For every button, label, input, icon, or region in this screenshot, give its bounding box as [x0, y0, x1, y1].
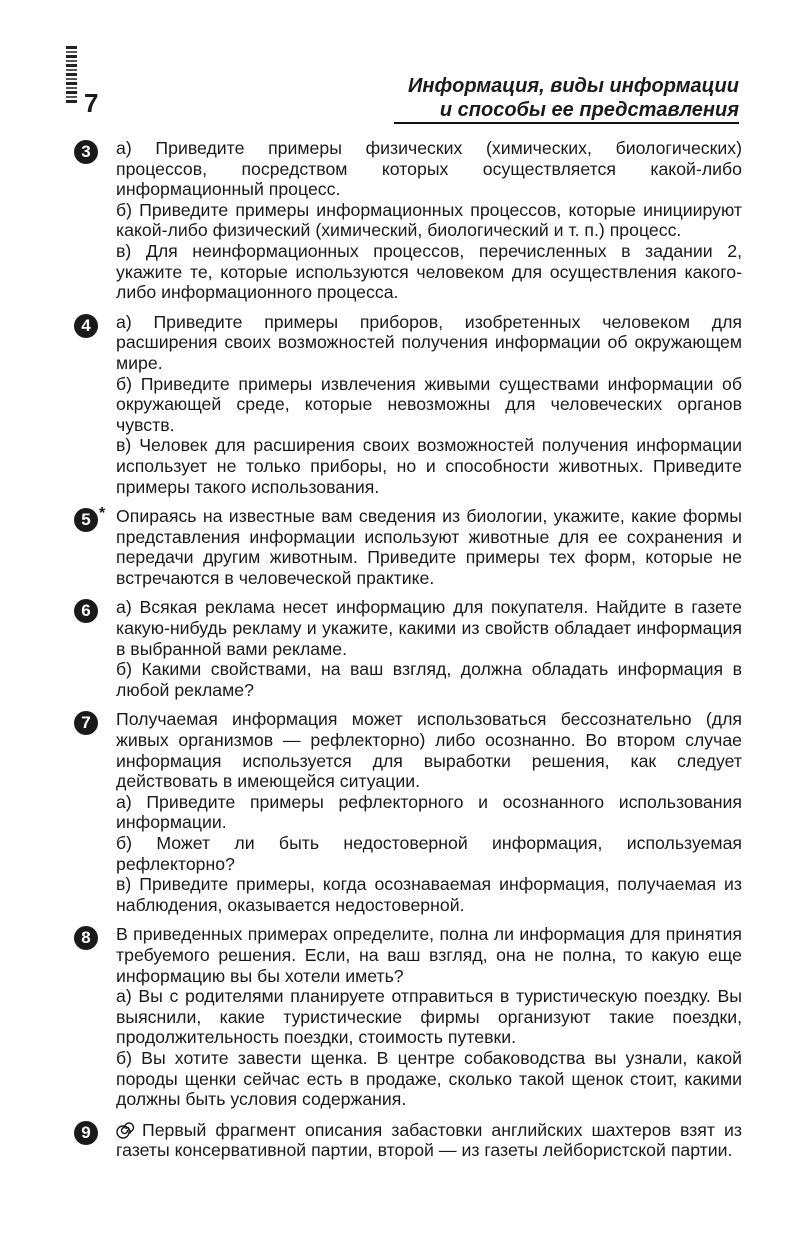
header-rule: [394, 122, 739, 124]
task-number-badge: 8: [74, 926, 98, 950]
page-number: 7: [84, 88, 99, 118]
task-4: [74, 312, 742, 497]
task-number-badge: 6: [74, 599, 98, 623]
task-paragraph: б) Может ли быть недостоверной информация, используемая рефлекторно?: [116, 833, 742, 874]
running-header: [408, 74, 739, 122]
task-paragraph: а) Приведите примеры приборов, изобретенных человеком для расширения своих возможностей получения информации об окружающем мире.: [116, 311, 742, 373]
task-paragraph: б) Вы хотите завести щенка. В центре собаководства вы узнали, какой породы щенки сейчас есть в продаже, сколько такой щенок стоит, какими должны быть условия содержания.: [116, 1047, 742, 1110]
task-paragraph: в) Человек для расширения своих возможностей получения информации использует не только приборы, но и способности животных. Приведите примеры такого использования.: [116, 435, 742, 497]
task-number-badge: 5 *: [74, 508, 98, 532]
advanced-star: *: [99, 505, 106, 523]
task-5: [74, 506, 742, 588]
task-paragraph-text: Первый фрагмент описания забастовки английских шахтеров взят из газеты консервативной партии, второй — из газеты лейбористской партии.: [116, 1119, 742, 1161]
task-paragraph: а) Приведите примеры физических (химических, биологических) процессов, посредством которых осуществляется какой-либо информационный процесс.: [116, 138, 742, 200]
task-paragraph: В приведенных примерах определите, полна ли информация для принятия требуемого решения. Если, на ваш взгляд, она не полна, то какую еще информацию вы бы хотели иметь?: [116, 924, 742, 986]
header-title-line1: Информация, виды информации: [407, 75, 739, 97]
task-paragraph: [116, 1119, 742, 1161]
task-number-badge: 9: [74, 1121, 98, 1145]
task-number-badge: 7: [74, 711, 98, 735]
task-number-badge: 3: [74, 140, 98, 164]
task-9: [74, 1119, 742, 1161]
task-paragraph: в) Приведите примеры, когда осознаваемая информация, получаемая из наблюдения, оказывается недостоверной.: [116, 874, 742, 915]
task-7: [74, 709, 742, 915]
spine-mark: [66, 46, 77, 104]
task-paragraph: а) Вы с родителями планируете отправиться в туристическую поездку. Вы выяснили, какие туристические фирмы организуют такие поездки, продолжительность поездки, стоимость путевки.: [116, 986, 742, 1048]
swirl-icon: [116, 1119, 136, 1139]
task-paragraph: Опираясь на известные вам сведения из биологии, укажите, какие формы представления информации используют животные для ее сохранения и передачи другим животным. Приведите примеры тех форм, которые не встречаются в человеческой практике.: [116, 506, 742, 588]
task-list: [74, 138, 742, 1170]
task-paragraph: б) Какими свойствами, на ваш взгляд, должна обладать информация в любой рекламе?: [116, 659, 742, 700]
task-paragraph: а) Всякая реклама несет информацию для покупателя. Найдите в газете какую-нибудь рекламу и укажите, какими из свойств обладает информация в выбранной вами рекламе.: [116, 597, 742, 659]
task-paragraph: б) Приведите примеры извлечения живыми существами информации об окружающей среде, которые невозможны для человеческих органов чувств.: [116, 373, 742, 435]
task-3: [74, 138, 742, 303]
task-paragraph: Получаемая информация может использоваться бессознательно (для живых организмов — рефлекторно) либо осознанно. Во втором случае информация используется для выработки решения, как следует действовать в имеющейся ситуации.: [116, 709, 742, 792]
task-number-badge: 4: [74, 314, 98, 338]
task-paragraph: б) Приведите примеры информационных процессов, которые инициируют какой-либо физический (химический, биологический и т. п.) процесс.: [116, 199, 742, 241]
task-paragraph: а) Приведите примеры рефлекторного и осознанного использования информации.: [116, 791, 742, 833]
header-title-line2: и способы ее представления: [439, 99, 739, 121]
task-8: [74, 924, 742, 1109]
task-paragraph: в) Для неинформационных процессов, перечисленных в задании 2, укажите те, которые используются человеком для осуществления какого-либо информационного процесса.: [116, 240, 742, 303]
task-6: [74, 597, 742, 700]
